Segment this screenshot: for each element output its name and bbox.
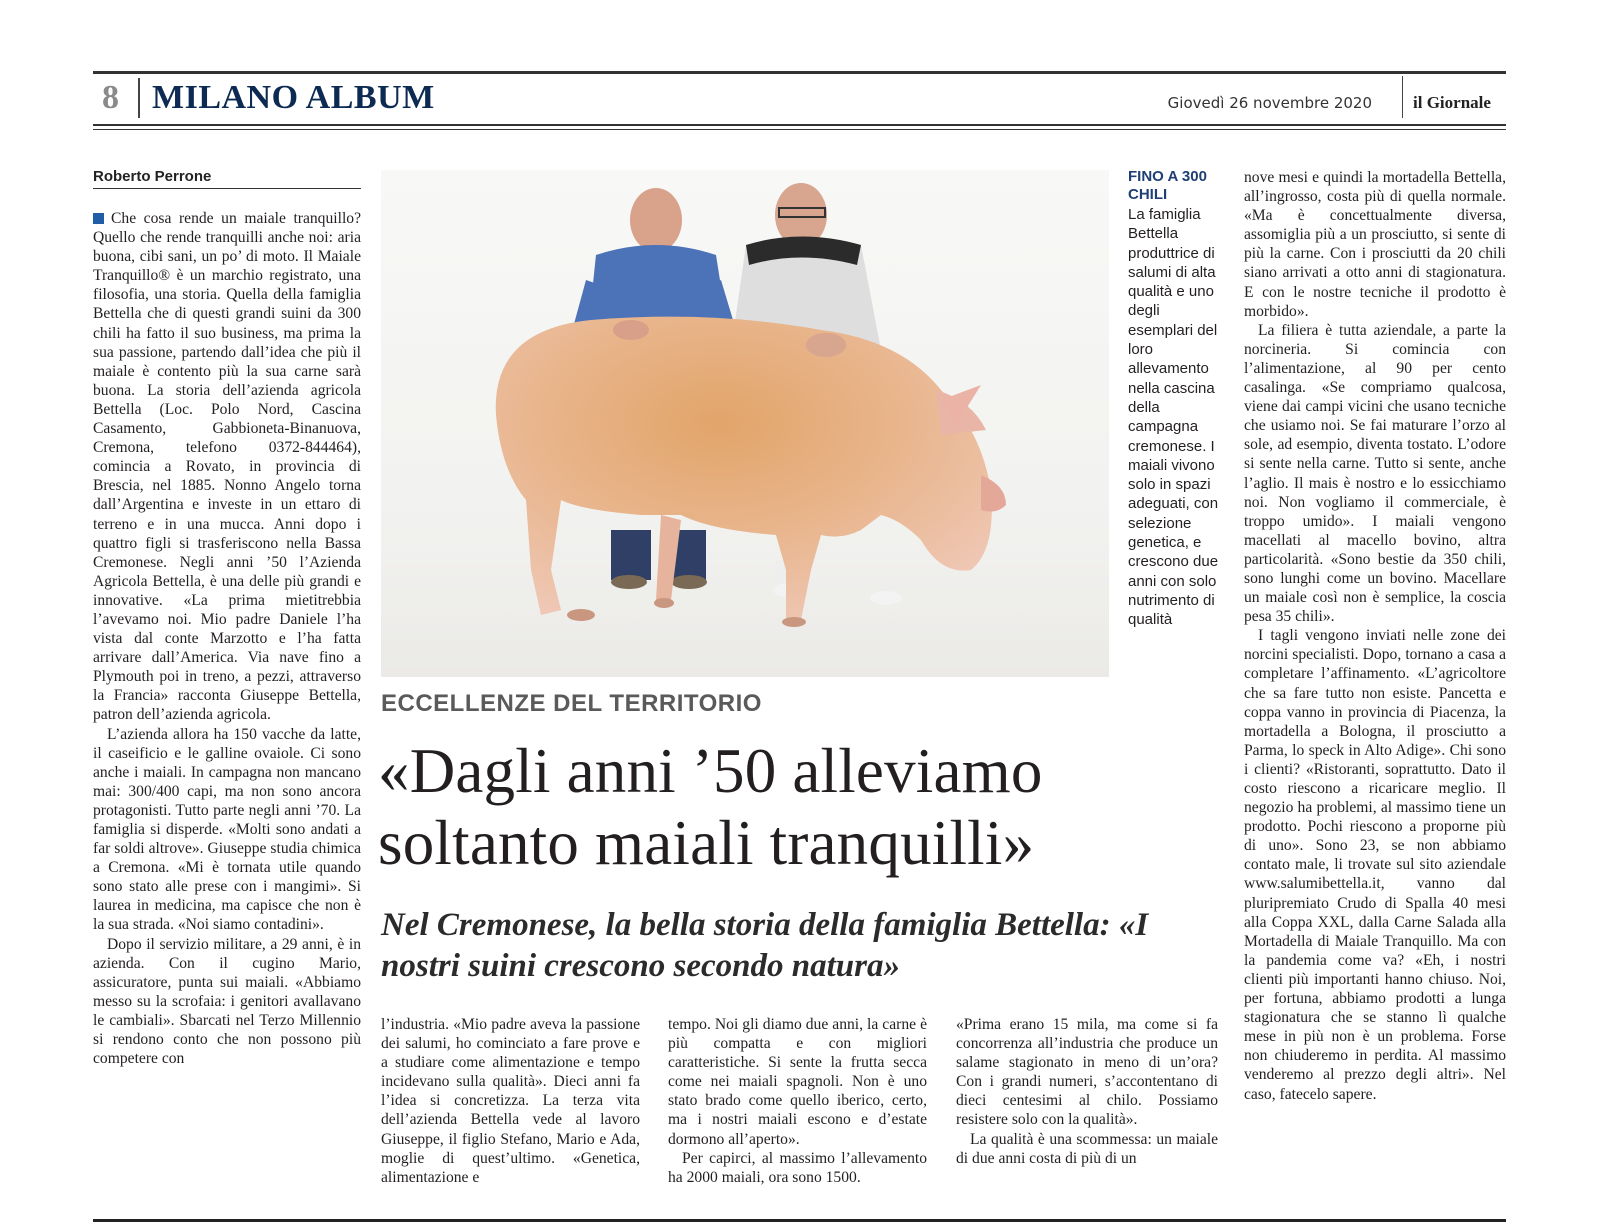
paragraph [93, 209, 361, 725]
article-column-3 [668, 1015, 927, 1187]
lead-square-icon [93, 213, 104, 224]
byline: Roberto Perrone [93, 168, 212, 185]
paragraph: Per capirci, al massimo l’allevamento ha 2000 maiali, ora sono 1500. [668, 1149, 927, 1186]
byline-rule [93, 188, 361, 189]
paragraph: Dopo il servizio militare, a 29 anni, è in azienda. Con il cugino Mario, assicuratore, punta sui maiali. «Abbiamo messo su la scrofaia: i genitori avallavano le cambiali». Sbarcati nel Terzo Millennio si rendono conto che non possono più competere con [93, 935, 361, 1068]
paragraph: l’industria. «Mio padre aveva la passione dei salumi, ho cominciato a fare prove e a studiare come alimentazione e tempo incidevano sulla qualità». Dieci anni fa l’idea si concretizza. La terza vita dell’azienda Bettella vede al lavoro Giuseppe, il figlio Stefano, Mario e Ada, moglie di quest’ultimo. «Genetica, alimentazione e [381, 1016, 640, 1186]
masthead-bottom-rule-thin [93, 129, 1506, 130]
caption-title: FINO A 300 CHILI [1128, 168, 1207, 203]
headline: «Dagli anni ’50 alleviamo soltanto maiali tranquilli» [378, 736, 1043, 878]
masthead-top-rule [93, 71, 1506, 74]
page-bottom-rule [93, 1219, 1506, 1222]
article-photo [381, 170, 1109, 677]
page-number: 8 [102, 79, 119, 116]
masthead-divider [138, 78, 140, 118]
kicker: ECCELLENZE DEL TERRITORIO [381, 690, 762, 717]
paragraph-text: Che cosa rende un maiale tranquillo? Quello che rende tranquilli anche noi: aria buona, cibi sani, un po’ di moto. Il Maiale Tranquillo® è un marchio registrato, una filosofia, una storia. Quella della famiglia Bettella che di questi grandi suini da 300 chili ha fatto il suo business, ma prima la sua passione, partendo dall’idea che più il maiale è contento più la sua carne sarà buona. La storia dell’azienda agricola Bettella (Loc. Polo Nord, Cascina Casamento, Gabbioneta-Binanuova, Cremona, telefono 0372-844464), comincia a Rovato, in provincia di Brescia, nel 1885. Nonno Angelo torna dall’Argentina e investe in un ettaro di terreno e in una mucca. Anni dopo i quattro figli si trasferiscono nella Bassa Cremonese. Negli anni ’50 l’Azienda Agricola Bettella, è una delle più grandi e innovative. «La prima mietitrebbia l’avevamo noi. Mio padre Daniele l’ha vista dal conte Marzotto e l’ha fatta arrivare dall’America. Via nave fino a Plymouth poi in treno, a pezzi, attraverso la Francia» racconta Giuseppe Bettella, patron dell’azienda agricola. [93, 210, 361, 724]
paragraph: La qualità è una scommessa: un maiale di due anni costa di più di un [956, 1130, 1218, 1167]
masthead-bottom-rule [93, 124, 1506, 126]
article-column-5 [1244, 168, 1506, 1104]
caption-text: La famiglia Bettella produttrice di salumi di alta qualità e uno degli esemplari del loro allevamento nella cascina della campagna cremonese. I maiali vivono solo in spazi adeguati, con selezione genetica, e crescono due anni con solo nutrimento di qualità [1128, 206, 1219, 629]
paragraph: La filiera è tutta aziendale, a parte la norcineria. Si comincia con l’alimentazione, al 90 per cento casalinga. «Se compriamo qualcosa, viene dai campi vicini che usano tecniche che usiamo noi. Se fai maturare l’orzo al sole, ad esempio, diventa tostato. L’odore si sente nella carne. Tutto si sente, anche l’aglio. Il mais è nostro e lo essicchiamo noi. Non vogliamo il commerciale, è troppo umido». I maiali vengono macellati al macello bovino, altra particolarità. «Sono bestie da 350 chili, sono lunghi come un bovino. Macellare un maiale così non è semplice, la coscia pesa 35 chili». [1244, 321, 1506, 626]
pig-photo-illustration [381, 170, 1109, 677]
issue-date: Giovedì 26 novembre 2020 [1167, 94, 1372, 112]
masthead-divider-right [1402, 76, 1403, 118]
paragraph: nove mesi e quindi la mortadella Bettella, all’ingrosso, costa più di quella normale. «Ma è concettualmente diversa, assomiglia più a un prosciutto, si sente di più la carne. Con i prosciutti da 20 chili siano arrivati a otto anni di stagionatura. E con le nostre tecniche il prodotto è morbido». [1244, 169, 1506, 320]
article-column-4 [956, 1015, 1218, 1168]
article-column-2 [381, 1015, 640, 1187]
paragraph: I tagli vengono inviati nelle zone dei norcini specialisti. Dopo, tornano a casa a completare l’affinamento. «L’agricoltore che sa fare tutto non esiste. Pancetta e coppa vanno in provincia di Piacenza, la mortadella a Bologna, il prosciutto a Parma, lo speck in Alto Adige». Chi sono i clienti? «Ristoranti, soprattutto. Dato il costo riescono a ricaricare meglio. Il negozio ha problemi, al massimo tiene un prodotto. Pochi riescono a proporne più di uno». Sono 23, se non abbiamo contato male, li trovate sul sito aziendale www.salumibettella.it, vanno dal pluripremiato Crudo di Spalla 40 mesi alla Coppa XXL, dalla Carne Salada alla Mortadella di Maiale Tranquillo. Ma con la pandemia come va? «Eh, i nostri clienti più importanti hanno chiuso. Noi, per fortuna, abbiamo prodotti a lunga stagionatura che se stanno lì qualche mese in più non è un problema. Forse non chiuderemo in perdita. Al massimo venderemo al prezzo degli altri». Nel caso, fatecelo sapere. [1244, 627, 1506, 1103]
newspaper-name: il Giornale [1413, 93, 1491, 112]
paragraph: «Prima erano 15 mila, ma come si fa concorrenza all’industria che produce un salame stagionato in meno di un’ora? Con i grandi numeri, s’accontentano di dieci centesimi al chilo. Possiamo resistere solo con la qualità». [956, 1016, 1218, 1129]
paragraph: L’azienda allora ha 150 vacche da latte, il caseificio e le galline ovaiole. Ci sono anche i maiali. In campagna non mancano mai: 300/400 capi, ma non sono ancora protagonisti. Tutto parte negli anni ’70. La famiglia si disperde. «Molti sono andati a far soldi altrove». Giuseppe studia chimica a Cremona. «Mi è tornata utile quando sono stato alle prese con i mangimi». Si laurea in medicina, ma capisce che non è la sua strada. «Noi siamo contadini». [93, 725, 361, 934]
section-title: MILANO ALBUM [152, 79, 435, 116]
paragraph: tempo. Noi gli diamo due anni, la carne è più compatta e con migliori caratteristiche. Si sente la frutta secca come nei maiali spagnoli. Non è uno stato brado come quello iberico, certo, ma i nostri maiali escono e d’estate dormono all’aperto». [668, 1016, 927, 1148]
subheadline: Nel Cremonese, la bella storia della famiglia Bettella: «I nostri suini crescono secondo natura» [381, 907, 1149, 984]
article-column-1 [93, 209, 361, 1068]
